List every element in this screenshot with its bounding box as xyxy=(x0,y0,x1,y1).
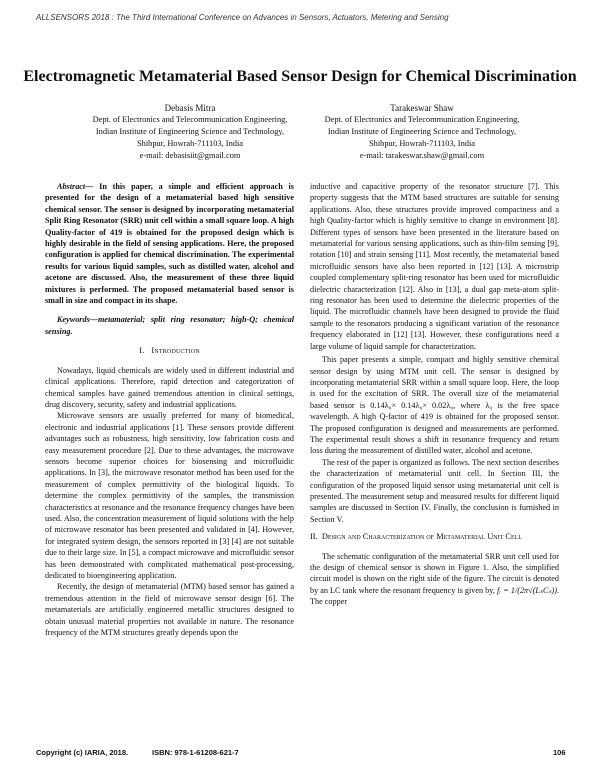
abstract-text: In this paper, a simple and efficient approach is presented for the design of a metamaterial based high sensitive chemical sensor. The sensor is designed by incorporating metamaterial Split Ring Resonator (SRR) unit cell within a small square loop. A high Quality-factor of 419 is obtained for the proposed design which is highly desirable in the field of sensing applications. Here, the proposed configuration is applied for chemical discrimination. The experimental results for various liquid samples, such as distilled water, alcohol and acetone are discussed. Also, the measurement of these three liquid mixtures is performed. The proposed metamaterial based sensor is small in size and compact in its shape. xyxy=(45,182,294,306)
paragraph: Microwave sensors are usually preferred for many of biomedical, electronic and industrial applications [1]. These sensors provide different advantages such as robustness, high sensitivity, low fabrication costs and easy measurement procedure [2]. Due to these advantages, the microwave sensors become superior choices for biosensing and microfluidic applications. In [3], the microwave resonator method has been used for the measurement of complex permittivity of the biological liquids. To determine the complex permittivity of the samples, the transmission characteristics at resonance and the resonance frequency changes have been used. Also, the concentration measurement of liquid solutions with the help of microwave resonator has been presented and validated in [4]. However, for integrated system design, the sensors reported in [3] [4] are not suitable due to their large size. In [5], a compact microwave and microfluidic sensor has been demonstrated with complicated mathematical post-processing, dedicated to bioengineering application. xyxy=(45,411,294,580)
paragraph: Recently, the design of metamaterial (MTM) based sensor has gained a tremendous attention in the field of microwave sensor design [6]. The metamaterials are artificially engineered metallic structures designed to obtain unusual material properties not available in nature. The resonance frequency of the MTM structures greatly depends upon the xyxy=(45,582,294,638)
keywords-label: Keywords— xyxy=(57,315,98,325)
author-name: Debasis Mitra xyxy=(164,103,216,113)
author-affiliation: Dept. of Electronics and Telecommunication Engineering, xyxy=(324,115,520,124)
abstract xyxy=(45,181,294,306)
keywords xyxy=(45,314,294,337)
paragraph: The rest of the paper is organized as follows. The next section describes the characterization of metamaterial unit cell. In Section III, the configuration of the proposed liquid sensor using metamaterial unit cell is presented. The measurement setup and measured results for different liquid samples are discussed in Section IV. Finally, the conclusion is furnished in Section V. xyxy=(310,457,559,524)
author-block-2 xyxy=(307,102,537,162)
author-address: Shibpur, Howrah-711103, India xyxy=(136,139,244,148)
section-heading-1: I. Introduction xyxy=(139,346,200,356)
running-header: ALLSENSORS 2018 : The Third International Conference on Advances in Sensors, Actuators, Metering and Sensing xyxy=(36,13,449,22)
author-address: Shibpur, Howrah-711103, India xyxy=(368,139,476,148)
paragraph: Nowadays, liquid chemicals are widely used in different industrial and clinical applications. Therefore, rapid detection and categorization of chemical samples have gained tremendous attention in clinical settings, drug discovery, security, safety and industrial applications. xyxy=(45,365,294,409)
paper-title: Electromagnetic Metamaterial Based Sensor Design for Chemical Discrimination xyxy=(23,68,577,85)
author-affiliation: Dept. of Electronics and Telecommunication Engineering, xyxy=(92,115,288,124)
section-heading-2: II. Design and Characterization of Metamaterial Unit Cell xyxy=(310,532,522,542)
footer-copyright: Copyright (c) IARIA, 2018. xyxy=(36,748,129,757)
author-email: e-mail: tarakeswar.shaw@gmail.com xyxy=(359,151,485,160)
left-column xyxy=(45,181,294,638)
resonance-formula: fᵣ = 1/(2π√(LₛCₛ)) xyxy=(496,585,557,595)
author-name: Tarakeswar Shaw xyxy=(390,103,454,113)
right-column xyxy=(310,181,559,608)
abstract-label: Abstract— xyxy=(57,182,94,191)
keywords-text: metamaterial; split ring resonator; high-Q; chemical sensing. xyxy=(45,315,294,336)
author-affiliation: Indian Institute of Engineering Science and Technology, xyxy=(95,127,285,136)
author-affiliation: Indian Institute of Engineering Science and Technology, xyxy=(327,127,517,136)
paragraph: This paper presents a simple, compact and highly sensitive chemical sensor design by using MTM unit cell. The sensor is designed by incorporating metamaterial SRR within a small square loop. Here, the loop is used for the excitation of SRR. The overall size of the metamaterial based sensor is 0.14λ₀× 0.14λ₀× 0.02λ₀, where λ₀ is the free space wavelength. A high Q-factor of 419 is obtained for the proposed sensor. The proposed configuration is designed and measurements are performed. The experimental result shows a shift in resonance frequency and return loss during the measurement of distilled water, alcohol and acetone. xyxy=(310,355,559,456)
paragraph: The schematic configuration of the metamaterial SRR unit cell used for the design of chemical sensor is shown in Figure 1. Also, the simplified circuit model is shown on the right side of the figure. The circuit is denoted by an LC tank where the resonant frequency is given by, fᵣ = 1/(2π√(LₛCₛ)). The copper xyxy=(310,551,559,607)
author-email: e-mail: debasisiit@gmail.com xyxy=(139,151,241,160)
paragraph: inductive and capacitive property of the resonator structure [7]. This property suggests that the MTM based structures are suitable for sensing applications. Also, these structures provide improved compactness and a high Quality-factor which is highly sensitive to change in environment [8]. Different types of sensors have been presented in the literature based on metamaterial for various sensing applications, such as thin-film sensing [9], rotation [10] and strain sensing [11]. Most recently, the metamaterial based microfluidic sensors have also been reported in [12] [13]. A microstrip coupled complementary split-ring resonator has been used for microfluidic dielectric characterization [12]. Also in [13], a dual gap meta-atom split-ring resonator has been used to determine the dielectric properties of the liquid. The microfluidic channels have been designed to provide the fluid sample to the resonators producing a significant variation of the resonance frequency elaborated in [12] [13]. However, these configurations need a large volume of liquid sample for characterization. xyxy=(310,182,559,351)
author-block-1 xyxy=(75,102,305,162)
footer-isbn: ISBN: 978-1-61208-621-7 xyxy=(152,748,239,757)
footer-page-number: 106 xyxy=(553,748,566,757)
